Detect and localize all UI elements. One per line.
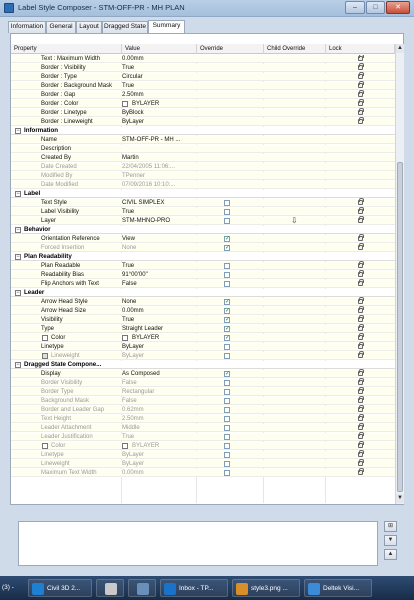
- property-name: Maximum Text Width: [41, 470, 97, 476]
- property-name: Linetype: [41, 452, 64, 458]
- property-value[interactable]: 91°00'00": [122, 272, 148, 278]
- description-panel: [18, 521, 378, 566]
- property-value[interactable]: BYLAYER: [132, 443, 160, 449]
- lock-icon[interactable]: [358, 443, 363, 448]
- grid-header: [11, 44, 395, 54]
- collapse-toggle-icon[interactable]: −: [16, 362, 20, 368]
- lock-icon[interactable]: [358, 56, 363, 61]
- override-checkbox[interactable]: [224, 398, 230, 404]
- property-value[interactable]: 0.00mm: [122, 308, 144, 314]
- property-row[interactable]: [11, 379, 395, 387]
- column-header-child-override[interactable]: Child Override: [264, 44, 326, 54]
- property-row[interactable]: [11, 100, 395, 108]
- property-row[interactable]: [11, 316, 395, 324]
- override-checkbox[interactable]: [224, 389, 230, 395]
- section-label: Label: [24, 190, 41, 197]
- property-row[interactable]: [11, 244, 395, 252]
- property-name: Date Modified: [41, 182, 79, 188]
- override-checkbox[interactable]: [224, 263, 230, 269]
- override-checkbox[interactable]: ✓: [225, 299, 231, 305]
- lock-icon[interactable]: [358, 83, 363, 88]
- property-name: Date Created: [41, 164, 77, 170]
- property-row[interactable]: [11, 163, 395, 171]
- property-name: Border Type: [41, 389, 74, 395]
- override-checkbox[interactable]: ✓: [225, 308, 231, 314]
- property-value[interactable]: False: [122, 380, 137, 386]
- lock-icon[interactable]: [358, 389, 363, 394]
- property-row[interactable]: [11, 91, 395, 99]
- image-file-icon: [236, 583, 248, 595]
- property-value[interactable]: Straight Leader: [122, 326, 164, 332]
- property-row[interactable]: [11, 469, 395, 477]
- lock-indicator-icon: [42, 353, 48, 359]
- property-value[interactable]: 22/04/2005 11:06:...: [122, 164, 175, 170]
- property-row[interactable]: [11, 415, 395, 423]
- property-name: Border : Background Mask: [41, 83, 113, 89]
- row-color-swatch-icon: [42, 335, 48, 341]
- property-value[interactable]: 0.62mm: [122, 407, 144, 413]
- property-name: Border : Color: [41, 101, 79, 107]
- property-name: Color: [51, 443, 66, 449]
- property-name: Layer: [41, 218, 57, 224]
- override-checkbox[interactable]: [224, 461, 230, 467]
- override-checkbox[interactable]: [224, 200, 230, 206]
- property-name: Text Style: [41, 200, 68, 206]
- property-value[interactable]: Martin: [122, 155, 139, 161]
- property-value[interactable]: ByLayer: [122, 452, 145, 458]
- property-name: Text : Maximum Width: [41, 56, 101, 62]
- close-button[interactable]: ✕: [386, 1, 410, 14]
- property-row[interactable]: [11, 388, 395, 396]
- lock-icon[interactable]: [358, 398, 363, 403]
- property-value[interactable]: True: [122, 317, 135, 323]
- override-checkbox[interactable]: [224, 344, 230, 350]
- property-value[interactable]: TPenner: [122, 173, 146, 179]
- lock-icon[interactable]: [358, 461, 363, 466]
- property-row[interactable]: [11, 64, 395, 72]
- lock-icon[interactable]: [358, 110, 363, 115]
- column-header-override[interactable]: Override: [197, 44, 264, 54]
- side-button-3[interactable]: ▲: [384, 549, 397, 560]
- lock-icon[interactable]: [358, 371, 363, 376]
- property-name: Text Height: [41, 416, 72, 422]
- override-checkbox[interactable]: [224, 218, 230, 224]
- collapse-toggle-icon[interactable]: −: [16, 290, 20, 296]
- section-header[interactable]: [11, 253, 395, 261]
- collapse-toggle-icon[interactable]: −: [16, 128, 20, 134]
- tab-dragged-state[interactable]: Dragged State: [102, 21, 148, 33]
- collapse-toggle-icon[interactable]: −: [16, 227, 20, 233]
- lock-icon[interactable]: [358, 74, 363, 79]
- property-name: Type: [41, 326, 55, 332]
- property-name: Name: [41, 137, 58, 143]
- column-header-lock[interactable]: Lock: [326, 44, 395, 54]
- civil3d-icon: [32, 583, 44, 595]
- collapse-toggle-icon[interactable]: −: [16, 191, 20, 197]
- section-label: Behavior: [24, 226, 51, 233]
- property-value[interactable]: Circular: [122, 74, 143, 80]
- property-name: Description: [41, 146, 72, 152]
- property-name: Forced Insertion: [41, 245, 85, 251]
- override-checkbox[interactable]: ✓: [225, 236, 231, 242]
- lock-icon[interactable]: [358, 281, 363, 286]
- property-name: Border : Lineweight: [41, 119, 93, 125]
- property-row[interactable]: [11, 433, 395, 441]
- lock-icon[interactable]: [358, 308, 363, 313]
- lock-icon[interactable]: [358, 65, 363, 70]
- lock-icon[interactable]: [358, 317, 363, 322]
- property-name: Lineweight: [41, 461, 70, 467]
- tab-general[interactable]: General: [46, 21, 76, 33]
- property-value[interactable]: 0.00mm: [122, 56, 144, 62]
- scroll-up-arrow-icon[interactable]: ▲: [397, 45, 403, 51]
- property-row[interactable]: [11, 82, 395, 90]
- property-value[interactable]: As Composed: [122, 371, 160, 377]
- vertical-scrollbar[interactable]: [395, 44, 404, 504]
- override-checkbox[interactable]: [224, 434, 230, 440]
- taskbar-item-2[interactable]: [96, 579, 124, 597]
- override-checkbox[interactable]: [224, 209, 230, 215]
- property-name: Linetype: [41, 344, 64, 350]
- property-name: Display: [41, 371, 61, 377]
- property-row[interactable]: [11, 154, 395, 162]
- override-checkbox[interactable]: ✓: [225, 326, 231, 332]
- property-name: Border : Visibility: [41, 65, 86, 71]
- property-row[interactable]: [11, 280, 395, 288]
- property-value[interactable]: ByBlock: [122, 110, 144, 116]
- property-grid: [10, 33, 404, 505]
- property-name: Visibility: [41, 317, 63, 323]
- section-label: Plan Readability: [24, 253, 72, 260]
- override-checkbox[interactable]: [224, 425, 230, 431]
- property-value[interactable]: Middle: [122, 425, 140, 431]
- property-value[interactable]: 07/09/2016 10:10:...: [122, 182, 176, 188]
- property-value[interactable]: True: [122, 65, 135, 71]
- taskbar-item-outlook[interactable]: Inbox - TP...: [160, 579, 228, 597]
- property-value[interactable]: None: [122, 245, 137, 251]
- property-name: Plan Readable: [41, 263, 81, 269]
- lock-icon[interactable]: [358, 263, 363, 268]
- property-value[interactable]: STM-OFF-PR - MH ...: [122, 137, 181, 143]
- taskbar-item-0[interactable]: (3) -: [2, 584, 14, 591]
- property-row[interactable]: [11, 118, 395, 126]
- property-name: Flip Anchors with Text: [41, 281, 99, 287]
- property-name: Border and Leader Gap: [41, 407, 105, 413]
- lock-icon[interactable]: [358, 92, 363, 97]
- override-checkbox[interactable]: ✓: [225, 317, 231, 323]
- row-color-swatch-icon: [42, 443, 48, 449]
- lock-icon[interactable]: [358, 119, 363, 124]
- taskbar-item-3[interactable]: [128, 579, 156, 597]
- property-value[interactable]: 2.50mm: [122, 92, 144, 98]
- tab-layout[interactable]: Layout: [76, 21, 102, 33]
- app-icon-2: [105, 583, 117, 595]
- property-name: Arrow Head Style: [41, 299, 88, 305]
- property-value[interactable]: BYLAYER: [132, 101, 160, 107]
- property-row[interactable]: [11, 334, 395, 342]
- lock-icon[interactable]: [358, 299, 363, 304]
- lock-icon[interactable]: [358, 218, 363, 223]
- property-row[interactable]: [11, 406, 395, 414]
- property-row[interactable]: [11, 73, 395, 81]
- property-value[interactable]: 0.00mm: [122, 470, 144, 476]
- property-value[interactable]: 2.50mm: [122, 416, 144, 422]
- property-value[interactable]: True: [122, 83, 135, 89]
- minimize-button[interactable]: –: [345, 1, 365, 14]
- override-checkbox[interactable]: [224, 281, 230, 287]
- property-row[interactable]: [11, 352, 395, 360]
- property-row[interactable]: [11, 55, 395, 63]
- property-name: Background Mask: [41, 398, 90, 404]
- property-name: Color: [51, 335, 66, 341]
- side-button-1[interactable]: ⊞: [384, 521, 397, 532]
- title-bar[interactable]: [0, 0, 414, 17]
- property-value[interactable]: ByLayer: [122, 119, 145, 125]
- property-row[interactable]: [11, 424, 395, 432]
- taskbar: [0, 576, 414, 600]
- lock-icon[interactable]: [358, 425, 363, 430]
- property-value[interactable]: View: [122, 236, 135, 242]
- override-checkbox[interactable]: [224, 380, 230, 386]
- lock-icon[interactable]: [358, 236, 363, 241]
- property-value[interactable]: True: [122, 263, 135, 269]
- property-row[interactable]: [11, 370, 395, 378]
- app-icon-3: [137, 583, 149, 595]
- lock-icon[interactable]: [358, 434, 363, 439]
- property-row[interactable]: [11, 325, 395, 333]
- property-value[interactable]: STM-MHNO-PRO: [122, 218, 170, 224]
- property-name: Border : Linetype: [41, 110, 87, 116]
- lock-icon[interactable]: [358, 326, 363, 331]
- property-row[interactable]: [11, 217, 395, 225]
- override-checkbox[interactable]: [224, 353, 230, 359]
- property-value[interactable]: ByLayer: [122, 461, 145, 467]
- lock-icon[interactable]: [358, 353, 363, 358]
- property-rows: [11, 55, 395, 503]
- lock-icon[interactable]: [358, 344, 363, 349]
- section-label: Dragged State Compone...: [24, 361, 102, 368]
- lock-icon[interactable]: [358, 209, 363, 214]
- property-value[interactable]: BYLAYER: [132, 335, 160, 341]
- taskbar-item-deltek[interactable]: Deltek Visi...: [304, 579, 372, 597]
- deltek-icon: [308, 583, 320, 595]
- property-value[interactable]: None: [122, 299, 137, 305]
- scroll-thumb[interactable]: [397, 162, 403, 492]
- property-row[interactable]: [11, 262, 395, 270]
- window-title: Label Style Composer - STM-OFF-PR - MH PLAN: [18, 3, 185, 12]
- side-button-2[interactable]: ▼: [384, 535, 397, 546]
- property-row[interactable]: [11, 460, 395, 468]
- tab-summary[interactable]: Summary: [148, 20, 185, 33]
- property-name: Lineweight: [51, 353, 80, 359]
- property-name: Border : Gap: [41, 92, 76, 98]
- property-value[interactable]: False: [122, 398, 137, 404]
- lock-icon[interactable]: [358, 101, 363, 106]
- property-value[interactable]: False: [122, 281, 137, 287]
- tab-information[interactable]: Information: [8, 21, 46, 33]
- property-value[interactable]: ByLayer: [122, 344, 145, 350]
- property-value[interactable]: Rectangular: [122, 389, 155, 395]
- override-checkbox[interactable]: [224, 443, 230, 449]
- property-row[interactable]: [11, 145, 395, 153]
- property-row[interactable]: [11, 298, 395, 306]
- property-value[interactable]: True: [122, 209, 135, 215]
- lock-icon[interactable]: [358, 470, 363, 475]
- override-checkbox[interactable]: [224, 470, 230, 476]
- taskbar-item-image-viewer[interactable]: style3.png ...: [232, 579, 300, 597]
- override-checkbox[interactable]: [224, 407, 230, 413]
- scroll-down-arrow-icon[interactable]: ▼: [397, 495, 403, 501]
- section-label: Leader: [24, 289, 45, 296]
- override-checkbox[interactable]: [224, 272, 230, 278]
- color-swatch-icon: [122, 335, 128, 341]
- lock-icon[interactable]: [358, 452, 363, 457]
- child-override-arrow-icon[interactable]: ⇩: [291, 216, 298, 225]
- color-swatch-icon: [122, 101, 128, 107]
- taskbar-item-civil3d[interactable]: Civil 3D 2...: [28, 579, 92, 597]
- property-value[interactable]: CIVIL SIMPLEX: [122, 200, 165, 206]
- lock-icon[interactable]: [358, 380, 363, 385]
- property-name: Created By: [41, 155, 72, 161]
- property-row[interactable]: [11, 442, 395, 450]
- section-header[interactable]: [11, 226, 395, 234]
- property-name: Leader Attachment: [41, 425, 92, 431]
- property-row[interactable]: [11, 307, 395, 315]
- color-swatch-icon: [122, 443, 128, 449]
- column-header-property[interactable]: Property: [11, 44, 122, 54]
- section-header[interactable]: [11, 361, 395, 369]
- property-row[interactable]: [11, 235, 395, 243]
- property-name: Leader Justification: [41, 434, 93, 440]
- property-name: Border : Type: [41, 74, 77, 80]
- property-name: Modified By: [41, 173, 73, 179]
- section-header[interactable]: [11, 127, 395, 135]
- property-row[interactable]: [11, 109, 395, 117]
- property-row[interactable]: [11, 181, 395, 189]
- property-name: Readability Bias: [41, 272, 85, 278]
- property-value[interactable]: ByLayer: [122, 353, 145, 359]
- property-row[interactable]: [11, 271, 395, 279]
- property-row[interactable]: [11, 208, 395, 216]
- override-checkbox[interactable]: ✓: [225, 335, 231, 341]
- app-icon: [4, 3, 14, 13]
- property-value[interactable]: True: [122, 434, 135, 440]
- lock-icon[interactable]: [358, 245, 363, 250]
- property-row[interactable]: [11, 451, 395, 459]
- override-checkbox[interactable]: [224, 452, 230, 458]
- outlook-icon: [164, 583, 176, 595]
- lock-icon[interactable]: [358, 272, 363, 277]
- override-checkbox[interactable]: ✓: [225, 371, 231, 377]
- maximize-button[interactable]: □: [366, 1, 385, 14]
- lock-icon[interactable]: [358, 407, 363, 412]
- collapse-toggle-icon[interactable]: −: [16, 254, 20, 260]
- property-name: Label Visibility: [41, 209, 79, 215]
- override-checkbox[interactable]: ✓: [225, 245, 231, 251]
- section-header[interactable]: [11, 190, 395, 198]
- property-row[interactable]: [11, 397, 395, 405]
- property-row[interactable]: [11, 199, 395, 207]
- lock-icon[interactable]: [358, 200, 363, 205]
- property-name: Arrow Head Size: [41, 308, 87, 314]
- property-row[interactable]: [11, 172, 395, 180]
- override-checkbox[interactable]: [224, 416, 230, 422]
- property-name: Border Visibility: [41, 380, 83, 386]
- property-row[interactable]: [11, 343, 395, 351]
- section-label: Information: [24, 127, 59, 134]
- section-header[interactable]: [11, 289, 395, 297]
- property-row[interactable]: [11, 136, 395, 144]
- column-header-value[interactable]: Value: [122, 44, 197, 54]
- lock-icon[interactable]: [358, 416, 363, 421]
- property-name: Orientation Reference: [41, 236, 100, 242]
- lock-icon[interactable]: [358, 335, 363, 340]
